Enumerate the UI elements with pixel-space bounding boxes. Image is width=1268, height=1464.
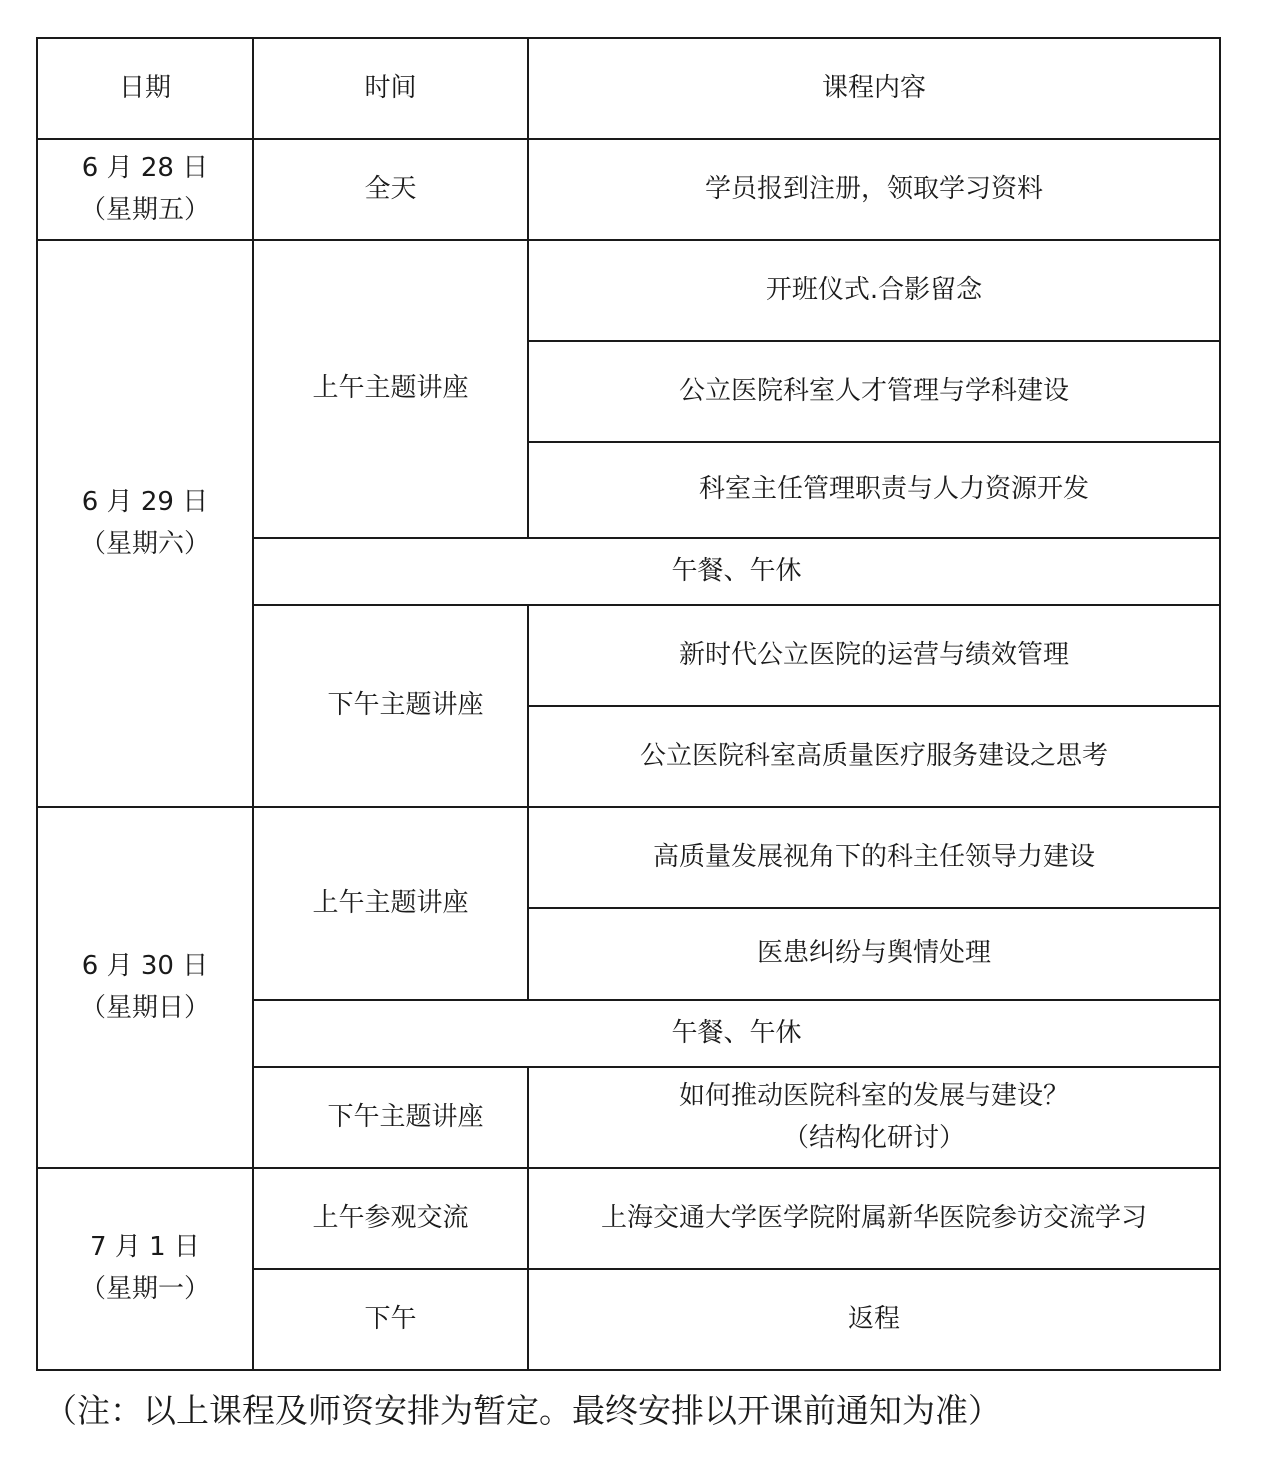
course-line: （结构化研讨） [782, 1122, 965, 1153]
lunch-cell: 午餐、午休 [253, 1000, 1220, 1067]
table-row [37, 807, 1220, 908]
course-cell: 医患纠纷与舆情处理 [528, 908, 1220, 1000]
date-text: 6 月 29 日 [81, 486, 209, 517]
course-cell: 返程 [528, 1269, 1220, 1370]
course-line: 如何推动医院科室的发展与建设？ [678, 1080, 1069, 1111]
course-cell: 高质量发展视角下的科主任领导力建设 [528, 807, 1220, 908]
weekday-text: （星期一） [79, 1274, 210, 1304]
header-date: 日期 [37, 38, 253, 139]
course-cell: 公立医院科室人才管理与学科建设 [528, 341, 1220, 442]
time-cell: 上午参观交流 [253, 1168, 528, 1269]
date-cell [37, 807, 253, 1168]
weekday-text: （星期五） [79, 194, 210, 225]
date-text: 6 月 30 日 [81, 950, 209, 981]
table-row [37, 139, 1220, 240]
header-time: 时间 [253, 38, 528, 139]
footnote: （注：以上课程及师资安排为暂定。最终安排以开课前通知为准） [44, 1391, 1001, 1430]
date-text: 7 月 1 日 [90, 1232, 200, 1263]
date-cell [37, 139, 253, 240]
course-cell [528, 1067, 1220, 1168]
header-course: 课程内容 [528, 38, 1220, 139]
time-cell: 上午主题讲座 [253, 240, 528, 538]
date-cell [37, 1168, 253, 1370]
weekday-text: （星期六） [79, 528, 210, 559]
time-cell: 下午主题讲座 [253, 1067, 528, 1168]
table-row [37, 1168, 1220, 1269]
header-row [37, 38, 1220, 139]
course-cell: 上海交通大学医学院附属新华医院参访交流学习 [528, 1168, 1220, 1269]
date-text: 6 月 28 日 [81, 152, 209, 183]
course-cell: 开班仪式.合影留念 [528, 240, 1220, 341]
time-cell: 上午主题讲座 [253, 807, 528, 1000]
lunch-cell: 午餐、午休 [253, 538, 1220, 605]
time-cell: 全天 [253, 139, 528, 240]
date-cell [37, 240, 253, 807]
time-cell: 下午 [253, 1269, 528, 1370]
course-cell: 公立医院科室高质量医疗服务建设之思考 [528, 706, 1220, 807]
course-cell: 科室主任管理职责与人力资源开发 [528, 442, 1220, 538]
schedule-table [36, 37, 1221, 1371]
course-cell: 学员报到注册，领取学习资料 [528, 139, 1220, 240]
table-row [37, 240, 1220, 341]
time-cell: 下午主题讲座 [253, 605, 528, 807]
course-cell: 新时代公立医院的运营与绩效管理 [528, 605, 1220, 706]
weekday-text: （星期日） [79, 992, 210, 1023]
